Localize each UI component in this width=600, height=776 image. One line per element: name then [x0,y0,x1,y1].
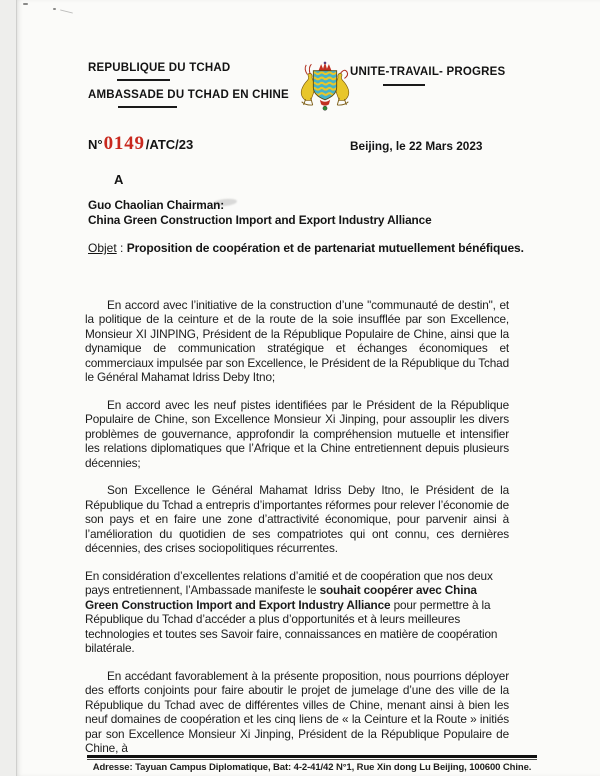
body-paragraph [85,398,509,470]
paragraph-run: En considération d’excellentes relations d’amitié et de coopération que nos deux pays entretiennent, l’Ambassade manifeste le [85,569,493,598]
scan-artifact [53,8,56,10]
recipient-block [88,198,432,227]
paragraph-run: Son Excellence le Général Mahamat Idriss Deby Itno, le Président de la République du Tchad a entrepris d’importantes réformes pour relever l’économie de son pays et en faire une zone d’attractivité économique, pour parvenir ainsi à l’amélioration du quotidien de ses compatriotes qui ont connu, ces dernières décennies, des crises sociopolitiques récurrentes. [85,483,509,556]
letterhead-org-block [88,62,289,108]
footer-address: Adresse: Tayuan Campus Diplomatique, Bat: 4-2-41/42 N°1, Rue Xin dong Lu Beijing, 100600 Chine. [92,762,532,773]
scan-artifact [23,3,28,5]
letter-body [85,298,509,769]
national-motto: UNITE-TRAVAIL- PROGRES [350,66,506,78]
subject-text: Proposition de coopération et de partenariat mutuellement bénéfiques. [126,241,524,255]
medal [323,106,327,110]
body-paragraph [85,569,509,655]
lion-supporter [336,70,349,105]
recipient-to-marker: A [114,172,124,187]
body-paragraph [85,298,509,384]
org-country-line: REPUBLIQUE DU TCHAD [88,62,231,74]
motto-block [350,66,505,86]
paragraph-run: En accord avec les neuf pistes identifiées par le Président de la République Populaire de Chine, son Excellence Monsieur Xi Jinping, pour assouplir les divers problèmes de gouvernance, approfondir la compréhension mutuelle et intensifier les relations diplomatiques que l’Afrique et la Chine entretiennent depuis plusieurs décennies; [85,397,509,470]
footer-rule-thick [87,755,537,758]
org-underline [117,79,170,81]
goat-supporter [301,64,314,105]
subject-line [88,240,533,257]
paragraph-run: En accédant favorablement à la présente proposition, nous pourrions déployer des efforts conjoints pour faire aboutir le projet de jumelage d’une des ville de la République du Tchad avec de différentes villes de Chine, menant ainsi à bien les neuf domaines de coopération et les cinq liens de « la Ceinture et la Route » initiés par son Excellence Monsieur Xi Jinping, Président de la République Populaire de Chine, à [85,668,509,755]
body-paragraph [85,483,509,555]
motto-underline [383,84,425,86]
reference-number: 0149 [103,133,145,154]
footer-rule-thin [87,759,537,760]
paragraph-run-bold: souhait coopérer avec China Green Construction Import and Export Industry Alliance [85,583,477,612]
footer-rule [87,755,537,760]
org-underline [118,106,177,108]
recipient-name: Guo Chaolian Chairman: [88,198,225,212]
recipient-organization: China Green Construction Import and Export Industry Alliance [88,212,432,227]
crest-orb [324,62,327,65]
org-embassy-line: AMBASSADE DU TCHAD EN CHINE [88,89,289,101]
paragraph-run: En accord avec l’initiative de la construction d’une "communauté de destin", et la politique de la ceinture et de la route de la soie insufflée par son Excellence, Monsieur XI JINPING, Président de la République Populaire de Chine, ainsi que la dynamique de communication stratégique et échanges économiques et commerciaux impulsée par son Excellence, le Président de la République du Tchad le Général Mahamat Idriss Deby Itno; [85,298,509,385]
base-ribbon [320,100,330,106]
body-paragraph [85,669,509,755]
reference-prefix: N° [88,137,103,152]
reference-line [88,133,193,155]
paragraph-run: pour permettre à la République du Tchad d’accéder a plus d’opportunités et à leurs meilleures technologies et toutes ses Savoir faire, connaissances en matière de coopération bilatérale. [85,597,498,656]
reference-suffix: /ATC/23 [145,137,194,152]
subject-label: Objet [88,241,117,255]
dateline: Beijing, le 22 Mars 2023 [350,139,483,153]
subject-separator: : [116,241,127,255]
shield-field [312,69,339,101]
